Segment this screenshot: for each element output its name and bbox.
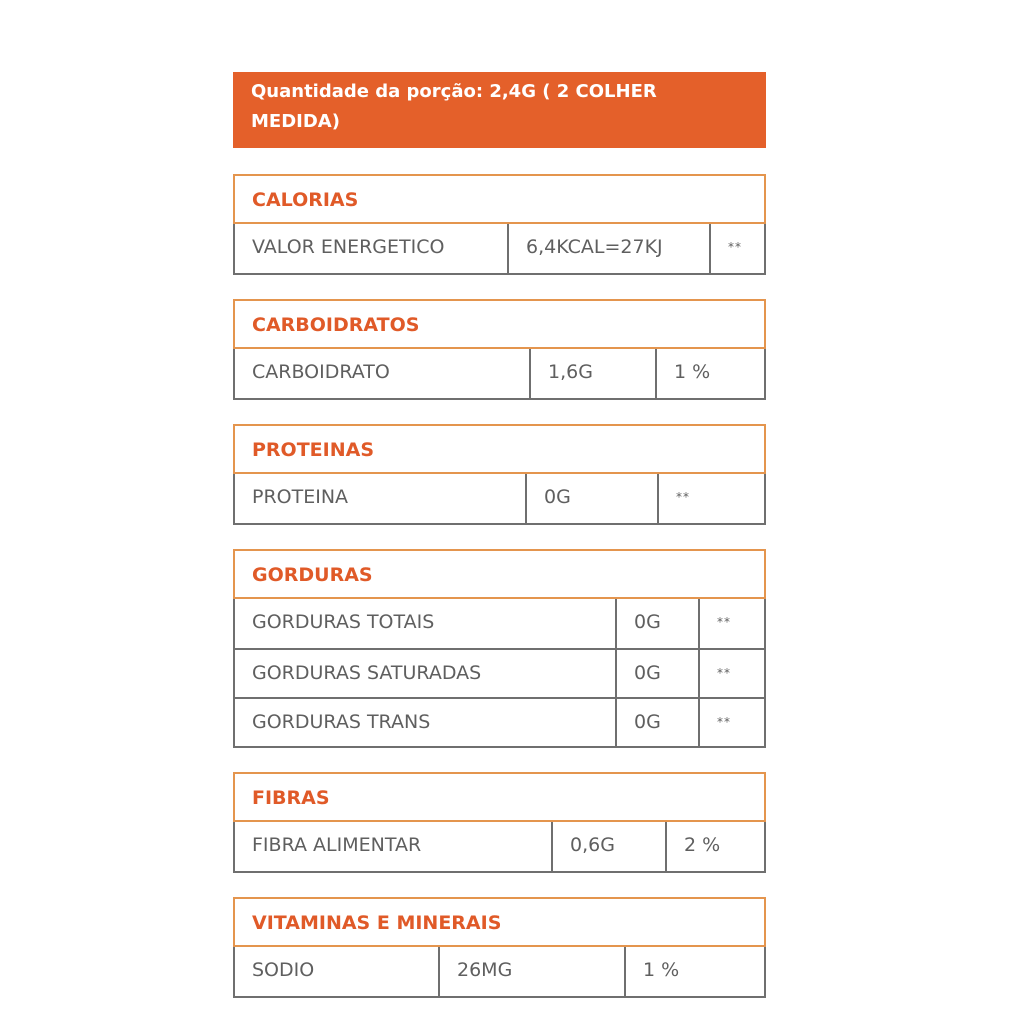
nutrient-name: GORDURAS TOTAIS: [252, 611, 435, 633]
nutrient-amount: 6,4KCAL=27KJ: [507, 224, 709, 273]
section-title-carboidratos: CARBOIDRATOS: [235, 301, 764, 349]
nutrient-name: PROTEINA: [252, 486, 349, 508]
nutrient-daily-value: **: [709, 224, 764, 273]
nutrient-daily-value: **: [698, 599, 764, 648]
section-gorduras: [233, 549, 766, 748]
nutrient-name: CARBOIDRATO: [252, 361, 390, 383]
table-row: [235, 599, 764, 648]
section-title-fibras: FIBRAS: [235, 774, 764, 822]
nutrient-amount: 0G: [525, 474, 657, 523]
serving-size-line-2: MEDIDA): [251, 111, 340, 132]
serving-size-line-1: Quantidade da porção: 2,4G ( 2 COLHER: [251, 81, 657, 102]
section-title-proteinas: PROTEINAS: [235, 426, 764, 474]
section-fibras: [233, 772, 766, 873]
nutrient-name: GORDURAS SATURADAS: [252, 662, 482, 684]
section-carboidratos: [233, 299, 766, 400]
section-title-calorias: CALORIAS: [235, 176, 764, 224]
table-row: [235, 224, 764, 273]
nutrient-daily-value: 2 %: [665, 822, 764, 871]
table-row: [235, 947, 764, 996]
nutrient-amount: 0G: [615, 599, 698, 648]
table-row: [235, 648, 764, 697]
nutrient-name: SODIO: [252, 959, 315, 981]
nutrient-amount: 0,6G: [551, 822, 665, 871]
table-row: [235, 822, 764, 871]
nutrient-name: FIBRA ALIMENTAR: [252, 834, 422, 856]
nutrient-daily-value: **: [698, 699, 764, 746]
nutrient-amount: 26MG: [438, 947, 624, 996]
nutrient-daily-value: 1 %: [655, 349, 764, 398]
section-title-gorduras: GORDURAS: [235, 551, 764, 599]
nutrition-table: [233, 72, 766, 998]
section-proteinas: [233, 424, 766, 525]
nutrient-amount: 0G: [615, 699, 698, 746]
serving-size-banner: [233, 72, 766, 148]
nutrient-amount: 0G: [615, 650, 698, 697]
nutrient-daily-value: **: [657, 474, 764, 523]
table-row: [235, 697, 764, 746]
table-row: [235, 474, 764, 523]
nutrient-name: VALOR ENERGETICO: [252, 236, 445, 258]
nutrient-daily-value: 1 %: [624, 947, 764, 996]
table-row: [235, 349, 764, 398]
section-title-vitaminas-minerais: VITAMINAS E MINERAIS: [235, 899, 764, 947]
section-vitaminas-minerais: [233, 897, 766, 998]
section-calorias: [233, 174, 766, 275]
nutrient-amount: 1,6G: [529, 349, 655, 398]
nutrient-daily-value: **: [698, 650, 764, 697]
nutrient-name: GORDURAS TRANS: [252, 711, 431, 733]
